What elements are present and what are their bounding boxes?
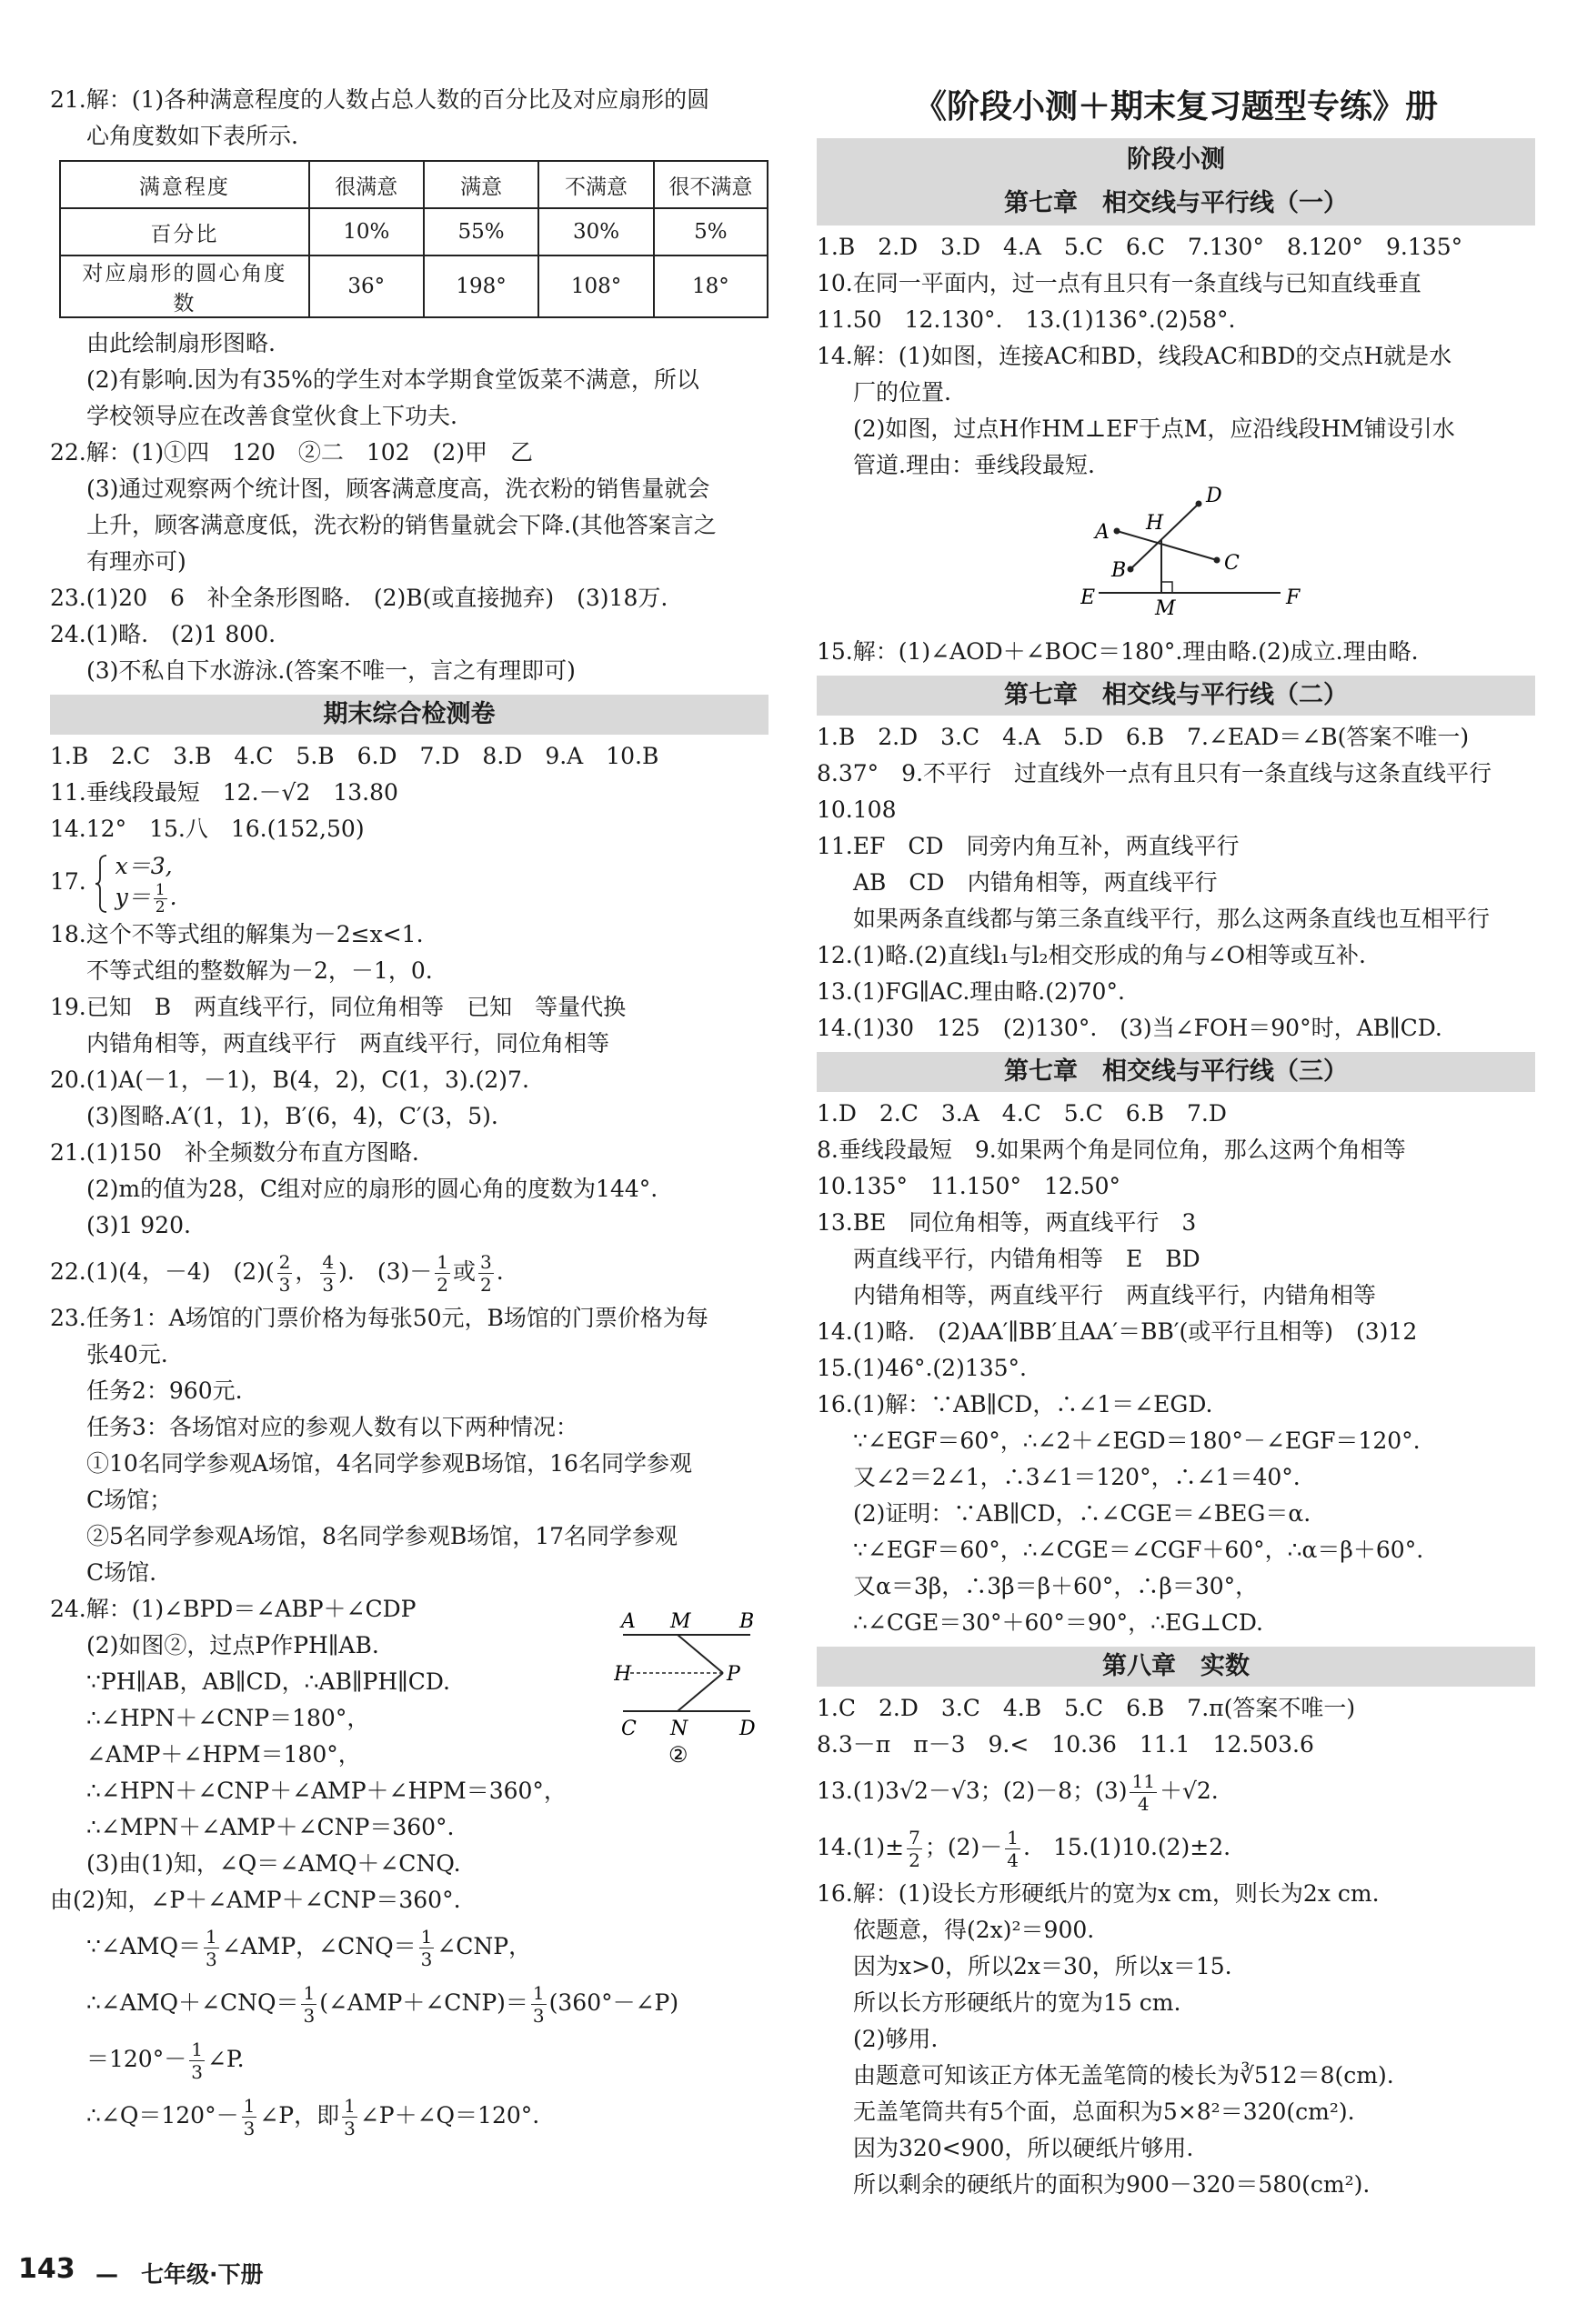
grade-label <box>95 2257 264 2289</box>
question-24-block <box>50 1591 768 2144</box>
text-line: 10.108 <box>817 796 897 823</box>
frac-numerator: 2 <box>278 1251 291 1273</box>
text-fragment: (∠AMP＋∠CNP)＝ <box>319 1989 528 2016</box>
text-line: 1.B 2.D 3.D 4.A 5.C 6.C 7.130° 8.120° 9.135° <box>817 234 1463 260</box>
text-line: ∠AMP＋∠HPM＝180°， <box>86 1741 361 1768</box>
frac-denominator: 3 <box>303 2005 316 2027</box>
text-line: 两直线平行，内错角相等 E BD <box>853 1246 1200 1272</box>
text-fragment: ∠AMP，∠CNQ＝ <box>221 1933 417 1959</box>
text-line: 8.37° 9.不平行 过直线外一点有且只有一条直线与这条直线平行 <box>817 760 1492 786</box>
text-line: (2)够用. <box>853 2026 939 2052</box>
frac-numerator: 1 <box>243 2095 256 2117</box>
text-line: 24.解：(1)∠BPD＝∠ABP＋∠CDP <box>50 1596 417 1622</box>
text-fragment: ∵∠AMQ＝ <box>86 1933 202 1959</box>
text-line: ∵∠EGF＝60°，∴∠CGE＝∠CGF＋60°，∴α＝β＋60°. <box>853 1537 1424 1563</box>
equation-system: 17. x＝3, y＝ $\frac{1}{2}$ . <box>50 853 177 917</box>
text-line: 内错角相等，两直线平行 两直线平行，同位角相等 <box>86 1030 610 1057</box>
text-line: 无盖笔筒共有5个面，总面积为5×8²＝320(cm²). <box>853 2099 1355 2125</box>
text-line: 18.这个不等式组的解集为－2≤x<1. <box>50 921 424 947</box>
text-line: 上升，顾客满意度低，洗衣粉的销售量就会下降.(其他答案言之 <box>86 512 717 538</box>
text-line: ∵PH∥AB，AB∥CD，∴AB∥PH∥CD. <box>86 1668 450 1695</box>
text-line <box>50 1918 768 1975</box>
frac-denominator: 3 <box>243 2118 256 2139</box>
table-row <box>60 208 768 255</box>
text-line: 10.135° 11.150° 12.50° <box>817 1173 1121 1199</box>
frac-denominator: 2 <box>480 1274 492 1296</box>
fig-label: D <box>1206 486 1222 507</box>
frac-denominator: 3 <box>322 1274 335 1296</box>
text-fragment: 或 <box>453 1258 477 1285</box>
text-line: 8.3－π π－3 9.< 10.36 11.1 12.503.6 <box>817 1731 1314 1758</box>
text-line <box>50 1244 768 1300</box>
right-column <box>817 82 1535 2203</box>
text-line: 11.垂线段最短 12.－√2 13.80 <box>50 779 398 806</box>
left-column <box>50 82 768 2144</box>
text-line: 心角度数如下表所示. <box>86 123 298 149</box>
frac-denominator: 2 <box>437 1274 448 1296</box>
text-line: AB CD 内错角相等，两直线平行 <box>853 869 1218 896</box>
frac-numerator: 1 <box>191 2039 203 2060</box>
text-line: 1.B 2.D 3.C 4.A 5.D 6.B 7.∠EAD＝∠B(答案不唯一) <box>817 724 1470 750</box>
text-line: 又α＝3β，∴3β＝β＋60°，∴β＝30°， <box>853 1573 1259 1599</box>
table-cell: 不满意 <box>538 161 653 208</box>
frac-numerator: 1 <box>420 1926 433 1948</box>
text-line: 学校领导应在改善食堂伙食上下功夫. <box>86 403 457 429</box>
text-line <box>50 2088 768 2144</box>
text-fragment: ∠P. <box>206 2046 245 2072</box>
frac-denominator: 2 <box>155 898 166 917</box>
text-line: 又∠2＝2∠1，∴3∠1＝120°，∴∠1＝40°. <box>853 1464 1301 1490</box>
text-fragment: ＋√2. <box>1159 1778 1219 1804</box>
text-line: 13.BE 同位角相等，两直线平行 3 <box>817 1209 1197 1236</box>
text-line <box>50 2031 768 2088</box>
text-line: 8.垂线段最短 9.如果两个角是同位角，那么这两个角相等 <box>817 1137 1406 1163</box>
frac-numerator: 1 <box>155 881 166 899</box>
text-line: 23.(1)20 6 补全条形图略. (2)B(或直接抛弃) (3)18万. <box>50 585 668 611</box>
text-fragment: ∴∠AMQ＋∠CNQ＝ <box>86 1989 299 2016</box>
text-line: 11.50 12.130°. 13.(1)136°.(2)58°. <box>817 306 1236 333</box>
text-line: (2)如图，过点H作HM⊥EF于点M，应沿线段HM铺设引水 <box>853 416 1455 442</box>
text-line: 1.D 2.C 3.A 4.C 5.C 6.B 7.D <box>817 1100 1227 1127</box>
text-line: 所以长方形硬纸片的宽为15 cm. <box>853 1989 1181 2016</box>
text-line: 管道.理由：垂线段最短. <box>853 452 1095 478</box>
text-line: ∴∠HPN＋∠CNP＝180°， <box>86 1705 370 1731</box>
text-line: 22.解：(1)①四 120 ②二 102 (2)甲 乙 <box>50 439 534 466</box>
text-line: 20.(1)A(－1，－1)，B(4，2)，C(1，3).(2)7. <box>50 1067 529 1093</box>
text-line: 14.12° 15.八 16.(152,50) <box>50 816 365 842</box>
frac-numerator: 7 <box>909 1827 920 1848</box>
text-line: ∵∠EGF＝60°，∴∠2＋∠EGD＝180°－∠EGF＝120°. <box>853 1427 1421 1454</box>
frac-denominator: 3 <box>206 1948 217 1970</box>
section-band-chapter7-3: 第七章 相交线与平行线（三） <box>817 1052 1535 1092</box>
fig-label: P <box>727 1663 740 1686</box>
parallel-lines-figure-2 <box>614 1609 768 1768</box>
section-band-stage-tests <box>817 138 1535 225</box>
text-line: 15.解：(1)∠AOD＋∠BOC＝180°.理由略.(2)成立.理由略. <box>817 638 1419 665</box>
text-fragment: 13.(1)3√2－√3；(2)－8；(3) <box>817 1778 1128 1804</box>
table-cell: 百分比 <box>60 208 309 255</box>
text-line: ∴∠CGE＝30°＋60°＝90°，∴EG⊥CD. <box>853 1609 1264 1636</box>
table-cell: 很满意 <box>309 161 424 208</box>
text-line: C场馆； <box>86 1487 173 1513</box>
text-line: ∴∠MPN＋∠AMP＋∠CNP＝360°. <box>86 1814 455 1840</box>
fig-label: C <box>1224 552 1240 575</box>
frac-numerator: 3 <box>480 1251 492 1273</box>
text-line <box>817 1819 1535 1876</box>
table-cell: 18° <box>654 255 768 317</box>
footer-dash: — <box>95 2261 118 2288</box>
text-line <box>817 1763 1535 1819</box>
frac-denominator: 3 <box>191 2061 203 2083</box>
fig-label: H <box>614 1663 632 1686</box>
text-line: 厂的位置. <box>853 379 951 406</box>
frac-numerator: 1 <box>437 1251 448 1273</box>
text-line: 张40元. <box>86 1341 168 1367</box>
satisfaction-table <box>59 160 768 318</box>
text-fragment: ). (3)－ <box>338 1258 433 1285</box>
table-cell: 198° <box>424 255 538 317</box>
text-line: 16.(1)解：∵AB∥CD，∴∠1＝∠EGD. <box>817 1391 1213 1417</box>
question-number: 17. <box>50 868 86 895</box>
water-plant-figure <box>1080 486 1317 631</box>
fig-label: D <box>739 1718 756 1740</box>
frac-numerator: 1 <box>206 1926 217 1948</box>
frac-denominator: 3 <box>532 2005 545 2027</box>
table-cell: 30% <box>538 208 653 255</box>
fig-label: A <box>621 1610 636 1633</box>
text-fragment: ∠CNP， <box>437 1933 532 1959</box>
equation-x: x＝3, <box>115 853 173 879</box>
band-subheading: 第七章 相交线与平行线（一） <box>1004 189 1348 217</box>
equation-y: y＝ <box>115 884 151 910</box>
text-line: 不等式组的整数解为－2，－1，0. <box>86 957 433 984</box>
fig-caption: ② <box>668 1742 688 1768</box>
frac-numerator: 1 <box>532 1982 545 2004</box>
brace-icon <box>94 854 108 914</box>
table-row <box>60 255 768 317</box>
band-heading: 阶段小测 <box>1127 145 1225 174</box>
text-line: 内错角相等，两直线平行 两直线平行，内错角相等 <box>853 1282 1377 1308</box>
text-line: 由此绘制扇形图略. <box>86 330 276 356</box>
fig-label: E <box>1080 586 1096 609</box>
section-band-chapter8: 第八章 实数 <box>817 1647 1535 1687</box>
table-cell: 对应扇形的圆心角度数 <box>60 255 309 317</box>
text-line: 有理亦可) <box>86 548 186 575</box>
text-line: (2)有影响.因为有35%的学生对本学期食堂饭菜不满意，所以 <box>86 366 699 393</box>
page-title: 《阶段小测＋期末复习题型专练》册 <box>913 88 1438 125</box>
fig-label: N <box>670 1718 688 1740</box>
table-cell: 10% <box>309 208 424 255</box>
figure-area <box>817 484 1535 634</box>
text-line <box>50 1975 768 2031</box>
text-line: 1.C 2.D 3.C 4.B 5.C 6.B 7.π(答案不唯一) <box>817 1695 1356 1721</box>
table-row <box>60 161 768 208</box>
text-line: ②5名同学参观A场馆，8名同学参观B场馆，17名同学参观 <box>86 1523 678 1549</box>
table-cell: 36° <box>309 255 424 317</box>
fig-label: F <box>1286 586 1301 609</box>
text-fragment: ；(2)－ <box>924 1834 1003 1860</box>
frac-denominator: 2 <box>909 1849 920 1871</box>
frac-numerator: 1 <box>1007 1827 1020 1848</box>
text-fragment: 14.(1)± <box>817 1834 905 1860</box>
text-line: 21.(1)150 补全频数分布直方图略. <box>50 1139 419 1166</box>
text-line: 依题意，得(2x)²＝900. <box>853 1917 1095 1943</box>
frac-denominator: 4 <box>1137 1793 1150 1815</box>
text-line: 21.解：(1)各种满意程度的人数占总人数的百分比及对应扇形的圆 <box>50 86 710 113</box>
text-line: 如果两条直线都与第三条直线平行，那么这两条直线也互相平行 <box>853 906 1491 932</box>
text-line: 24.(1)略. (2)1 800. <box>50 621 276 647</box>
text-line: 14.(1)30 125 (2)130°. (3)当∠FOH＝90°时，AB∥CD. <box>817 1015 1442 1041</box>
fig-label: B <box>739 1610 755 1633</box>
text-line: (2)m的值为28，C组对应的扇形的圆心角的度数为144°. <box>86 1176 658 1202</box>
text-line: 任务3：各场馆对应的参观人数有以下两种情况： <box>86 1414 578 1440</box>
text-line: (2)如图②，过点P作PH∥AB. <box>86 1632 379 1658</box>
text-line: 15.(1)46°.(2)135°. <box>817 1355 1028 1381</box>
text-fragment: ， <box>295 1258 318 1285</box>
table-cell: 满意程度 <box>60 161 309 208</box>
text-line: 因为320<900，所以硬纸片够用. <box>853 2135 1194 2161</box>
frac-numerator: 1 <box>344 2095 356 2117</box>
fig-label: B <box>1111 559 1127 582</box>
frac-denominator: 3 <box>420 1948 433 1970</box>
section-band-chapter7-2: 第七章 相交线与平行线（二） <box>817 676 1535 716</box>
text-fragment: ∠P＋∠Q＝120°. <box>359 2102 540 2129</box>
fig-label: H <box>1146 512 1164 535</box>
text-line: 11.EF CD 同旁内角互补，两直线平行 <box>817 833 1240 859</box>
text-line: (3)图略.A′(1，1)，B′(6，4)，C′(3，5). <box>86 1103 498 1129</box>
text-fragment: . <box>496 1258 504 1285</box>
text-line: 19.已知 B 两直线平行，同位角相等 已知 等量代换 <box>50 994 627 1020</box>
footer-grade: 七年级·下册 <box>141 2261 264 2288</box>
text-line: (3)通过观察两个统计图，顾客满意度高，洗衣粉的销售量就会 <box>86 476 710 502</box>
text-line: 14.(1)略. (2)AA′∥BB′且AA′＝BB′(或平行且相等) (3)12 <box>817 1318 1418 1345</box>
fig-label: C <box>621 1718 637 1740</box>
text-fragment: (360°－∠P) <box>548 1989 679 2016</box>
frac-numerator: 11 <box>1131 1770 1155 1792</box>
fig-label: A <box>1095 521 1110 544</box>
text-line: 16.解：(1)设长方形硬纸片的宽为x cm，则长为2x cm. <box>817 1880 1380 1907</box>
text-line: 任务2：960元. <box>86 1377 243 1404</box>
text-fragment: ＝120°－ <box>86 2046 187 2072</box>
table-cell: 5% <box>654 208 768 255</box>
text-line: 由题意可知该正方体无盖笔筒的棱长为∛512＝8(cm). <box>853 2062 1394 2089</box>
text-line: ①10名同学参观A场馆，4名同学参观B场馆，16名同学参观 <box>86 1450 692 1477</box>
text-fragment: . 15.(1)10.(2)±2. <box>1023 1834 1231 1860</box>
table-cell: 满意 <box>424 161 538 208</box>
text-line: 23.任务1：A场馆的门票价格为每张50元，B场馆的门票价格为每 <box>50 1305 708 1331</box>
text-line: 由(2)知，∠P＋∠AMP＋∠CNP＝360°. <box>50 1887 461 1913</box>
text-line: (3)1 920. <box>86 1212 191 1238</box>
text-line: 10.在同一平面内，过一点有且只有一条直线与已知直线垂直 <box>817 270 1421 296</box>
text-fragment: ∴∠Q＝120°－ <box>86 2102 239 2129</box>
text-line: ∴∠HPN＋∠CNP＋∠AMP＋∠HPM＝360°， <box>86 1778 567 1804</box>
text-fragment: 22.(1)(4，－4) (2)( <box>50 1258 275 1285</box>
frac-denominator: 3 <box>344 2118 356 2139</box>
text-line: 12.(1)略.(2)直线l₁与l₂相交形成的角与∠O相等或互补. <box>817 942 1366 968</box>
text-line: 1.B 2.C 3.B 4.C 5.B 6.D 7.D 8.D 9.A 10.B <box>50 743 659 769</box>
section-band-final-exam: 期末综合检测卷 <box>50 695 768 735</box>
text-line: (3)不私自下水游泳.(答案不唯一，言之有理即可) <box>86 657 576 684</box>
frac-denominator: 3 <box>278 1274 291 1296</box>
frac-numerator: 1 <box>303 1982 316 2004</box>
text-line: 因为x>0，所以2x＝30，所以x＝15. <box>853 1953 1232 1979</box>
text-line: 13.(1)FG∥AC.理由略.(2)70°. <box>817 978 1125 1005</box>
text-line: (2)证明：∵AB∥CD，∴∠CGE＝∠BEG＝α. <box>853 1500 1311 1527</box>
fig-label: M <box>1155 597 1176 620</box>
table-cell: 55% <box>424 208 538 255</box>
text-line: 14.解：(1)如图，连接AC和BD，线段AC和BD的交点H就是水 <box>817 343 1452 369</box>
page-number: 143 <box>18 2253 75 2285</box>
frac-numerator: 4 <box>322 1251 335 1273</box>
table-cell: 很不满意 <box>654 161 768 208</box>
text-line: (3)由(1)知，∠Q＝∠AMQ＋∠CNQ. <box>86 1850 461 1877</box>
text-line: 所以剩余的硬纸片的面积为900－320＝580(cm²). <box>853 2171 1371 2198</box>
frac-denominator: 4 <box>1007 1849 1020 1871</box>
text-line: C场馆. <box>86 1559 157 1586</box>
text-fragment: ∠P，即 <box>259 2102 340 2129</box>
table-cell: 108° <box>538 255 653 317</box>
fig-label: M <box>670 1610 691 1633</box>
